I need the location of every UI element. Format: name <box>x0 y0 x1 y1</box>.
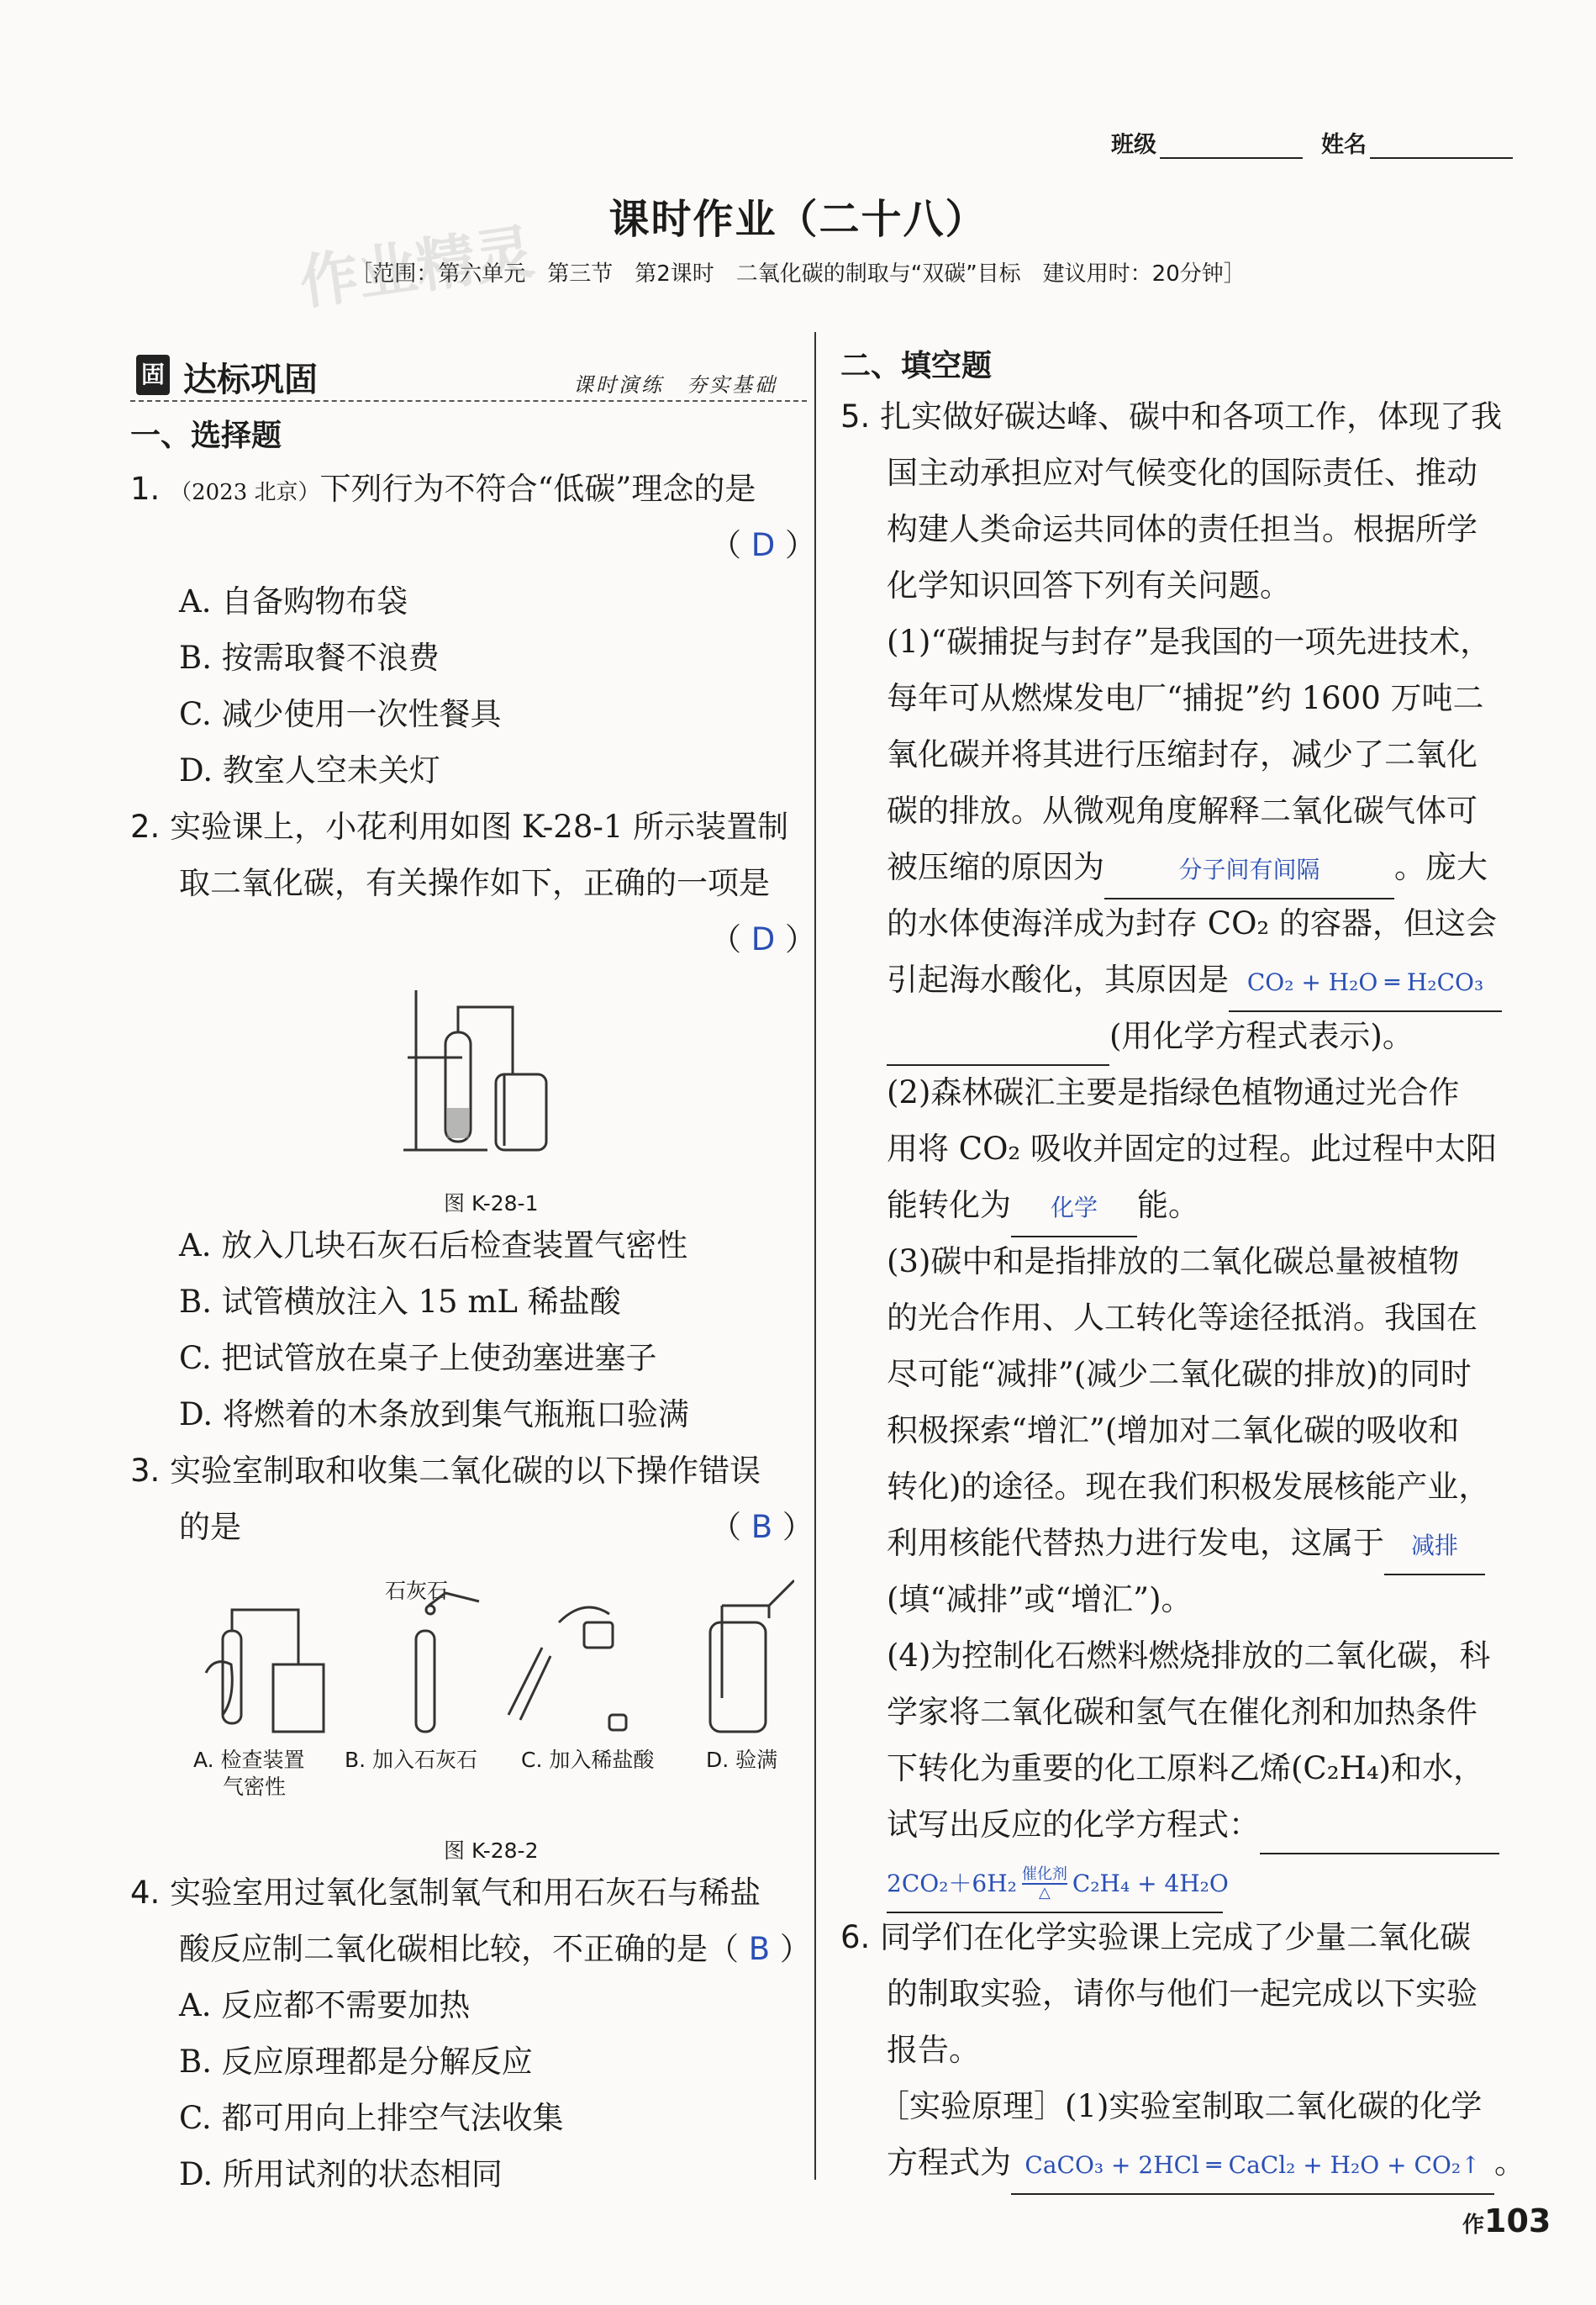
q3-label-a-2: 气密性 <box>223 1775 287 1799</box>
q6-stem-2: 的制取实验，请你与他们一起完成以下实验 <box>887 1975 1477 2012</box>
part1-title: 一、选择题 <box>130 419 282 453</box>
q5-p3-5: 转化)的途径。现在我们积极发展核能产业， <box>887 1469 1490 1505</box>
page-number <box>1462 2202 1551 2239</box>
q5-p3-7: (填“减排”或“增汇”)。 <box>887 1581 1193 1617</box>
name-label: 姓名 <box>1321 132 1367 158</box>
q5-p3-4: 积极探索“增汇”(增加对二氧化碳的吸收和 <box>887 1412 1460 1448</box>
q1-option-d: D. 教室人空未关灯 <box>179 752 440 789</box>
page-number-value: 103 <box>1484 2202 1551 2239</box>
q4-option-b: B. 反应原理都是分解反应 <box>179 2044 533 2080</box>
q5-p1-l4: (用化学方程式表示)。 <box>1109 1018 1414 1054</box>
q5-answer-2: CO₂ + H₂O ═ H₂CO₃ <box>1246 968 1484 996</box>
class-label: 班级 <box>1111 132 1156 158</box>
q5-p4-5 <box>887 1853 1229 1913</box>
q6-pre: 方程式为 <box>887 2144 1011 2181</box>
q5-p3-3: 尽可能“减排”(减少二氧化碳的排放)的同时 <box>887 1356 1472 1392</box>
q2-option-d: D. 将燃着的木条放到集气瓶瓶口验满 <box>179 1396 689 1432</box>
q5-p1-5 <box>887 839 1488 899</box>
q5-p4-pre: 试写出反应的化学方程式： <box>887 1807 1260 1843</box>
q4-stem-2: 酸反应制二氧化碳相比较，不正确的是（ B ） <box>179 1931 811 1967</box>
q3-text-1: 实验室制取和收集二氧化碳的以下操作错误 <box>170 1453 761 1489</box>
q4-option-d: D. 所用试剂的状态相同 <box>179 2156 503 2192</box>
q2-figure-caption: 图 K-28-1 <box>444 1191 539 1216</box>
q2-number: 2. <box>130 809 161 845</box>
q5-p1-l3-pre: 引起海水酸化，其原因是 <box>887 962 1229 998</box>
q5-p3-2: 的光合作用、人工转化等途径抵消。我国在 <box>887 1300 1477 1336</box>
q5-condition-bottom: △ <box>1038 1883 1051 1901</box>
q3-label-c: C. 加入稀盐酸 <box>521 1748 655 1772</box>
q4-option-a: A. 反应都不需要加热 <box>179 1987 471 2023</box>
q5-p2-post: 能。 <box>1137 1187 1199 1223</box>
q5-blank-3[interactable] <box>1011 1177 1137 1237</box>
q5-p4-3: 下转化为重要的化工原料乙烯(C₂H₄)和水， <box>887 1750 1485 1786</box>
q5-p1-2: 每年可从燃煤发电厂“捕捉”约 1600 万吨二 <box>887 680 1484 716</box>
figure-k28-2 <box>189 1572 794 1740</box>
q5-answer-3: 化学 <box>1050 1194 1098 1221</box>
class-blank <box>1160 137 1303 159</box>
q1-text: 下列行为不符合“低碳”理念的是 <box>319 471 756 507</box>
q2-answer: D <box>751 921 776 957</box>
q3-number: 3. <box>130 1453 161 1489</box>
q5-condition-top: 催化剂 <box>1021 1865 1067 1883</box>
q6-number: 6. <box>840 1919 871 1955</box>
q3-figure-caption: 图 K-28-2 <box>444 1838 539 1863</box>
q5-intro-2: 国主动承担应对气候变化的国际责任、推动 <box>887 455 1477 491</box>
q3-answer-box: （ B ） <box>710 1509 814 1545</box>
q5-p3-6 <box>887 1515 1485 1575</box>
page-prefix: 作 <box>1462 2213 1485 2238</box>
q2-text-1: 实验课上，小花利用如图 K-28-1 所示装置制 <box>170 809 789 845</box>
q5-p1-1: (1)“碳捕捉与封存”是我国的一项先进技术， <box>887 624 1492 660</box>
class-field <box>1111 126 1303 159</box>
q3-label-d: D. 验满 <box>706 1748 778 1772</box>
q5-p2-pre: 能转化为 <box>887 1187 1011 1223</box>
q6-principle: ［实验原理］(1)实验室制取二氧化碳的化学 <box>878 2088 1483 2124</box>
q3-answer: B <box>751 1509 773 1545</box>
q5-p2-3 <box>887 1177 1199 1237</box>
q5-p1-7 <box>887 952 1502 1012</box>
q1-stem <box>130 461 756 521</box>
q3-stem-1 <box>130 1443 761 1499</box>
scope-line: ［范围：第六单元 第三节 第2课时 二氧化碳的制取与“双碳”目标 建议用时：20分钟］ <box>350 261 1246 287</box>
q1-option-a: A. 自备购物布袋 <box>179 583 408 620</box>
q5-intro-1 <box>840 388 1502 445</box>
watermark: 作业精灵 <box>295 216 539 319</box>
q2-option-a: A. 放入几块石灰石后检查装置气密性 <box>179 1227 688 1263</box>
q5-p1-4: 碳的排放。从微观角度解释二氧化碳气体可 <box>887 793 1477 829</box>
q2-option-b: B. 试管横放注入 15 mL 稀盐酸 <box>179 1284 621 1320</box>
q5-blank-4[interactable] <box>1384 1515 1485 1575</box>
q1-option-c: C. 减少使用一次性餐具 <box>179 696 502 732</box>
q5-p2-2: 用将 CO₂ 吸收并固定的过程。此过程中太阳 <box>887 1131 1497 1167</box>
q1-source: （2023 北京） <box>170 480 320 505</box>
column-divider <box>814 332 816 2180</box>
q6-blank[interactable] <box>1011 2134 1494 2195</box>
q3-label-a: A. 检查装置 <box>193 1748 305 1772</box>
q1-answer: D <box>751 527 776 563</box>
q5-blank-5-start <box>1260 1796 1499 1854</box>
q2-option-c: C. 把试管放在桌子上使劲塞进塞子 <box>179 1340 657 1376</box>
q5-answer-1: 分子间有间隔 <box>1178 856 1320 883</box>
q4-stem-1 <box>130 1865 761 1921</box>
q5-answer-5-right: C₂H₄ + 4H₂O <box>1072 1870 1229 1897</box>
q5-p1-3: 氧化碳并将其进行压缩封存，减少了二氧化 <box>887 736 1477 773</box>
q5-intro-4: 化学知识回答下列有关问题。 <box>887 567 1291 604</box>
q5-blank-2-cont <box>887 1008 1109 1066</box>
q5-p4-2: 学家将二氧化碳和氢气在催化剂和加热条件 <box>887 1694 1477 1730</box>
q4-answer: B <box>748 1931 771 1967</box>
q2-stem-2: 取二氧化碳，有关操作如下，正确的一项是 <box>179 865 770 901</box>
q5-p1-8 <box>887 1008 1414 1066</box>
q5-p1-pre: 被压缩的原因为 <box>887 849 1104 885</box>
q4-text-1: 实验室用过氧化氢制氧气和用石灰石与稀盐 <box>170 1875 761 1911</box>
q3-stem-2: 的是 <box>179 1509 241 1545</box>
q5-blank-2[interactable] <box>1229 952 1502 1012</box>
section-title: 达标巩固 <box>183 361 318 399</box>
q1-option-b: B. 按需取餐不浪费 <box>179 640 440 676</box>
section-badge: 固 <box>136 355 170 395</box>
q2-answer-box: （ D ） <box>710 921 817 957</box>
q5-condition <box>1022 1866 1067 1901</box>
section-underline <box>130 400 807 402</box>
part2-title: 二、填空题 <box>840 349 993 383</box>
q6-stem-3: 报告。 <box>887 2032 980 2068</box>
q1-answer-box: （ D ） <box>710 527 817 563</box>
q5-answer-5-left: 2CO₂＋6H₂ <box>887 1870 1017 1897</box>
q1-number: 1. <box>130 471 161 507</box>
name-field <box>1321 126 1513 159</box>
q6-stem-1 <box>840 1909 1471 1965</box>
q5-p1-post: 。庞大 <box>1394 849 1488 885</box>
q5-p4-4 <box>887 1796 1499 1854</box>
q5-answer-4: 减排 <box>1410 1532 1458 1559</box>
q2-stem-1 <box>130 799 788 855</box>
q5-p1-6: 的水体使海洋成为封存 CO₂ 的容器，但这会 <box>887 905 1497 942</box>
q5-intro-text-1: 扎实做好碳达峰、碳中和各项工作，体现了我 <box>880 398 1503 435</box>
name-blank <box>1370 137 1513 159</box>
q5-p3-1: (3)碳中和是指排放的二氧化碳总量被植物 <box>887 1243 1460 1279</box>
q5-number: 5. <box>840 398 871 435</box>
q5-p2-1: (2)森林碳汇主要是指绿色植物通过光合作 <box>887 1074 1460 1110</box>
q6-text-1: 同学们在化学实验课上完成了少量二氧化碳 <box>880 1919 1472 1955</box>
q5-blank-1[interactable] <box>1104 839 1394 899</box>
q6-answer: CaCO₃ + 2HCl ═ CaCl₂ + H₂O + CO₂↑ <box>1024 2151 1481 2179</box>
q4-number: 4. <box>130 1875 161 1911</box>
q6-equation-line <box>887 2134 1525 2195</box>
q5-intro-3: 构建人类命运共同体的责任担当。根据所学 <box>887 511 1477 547</box>
q5-p4-1: (4)为控制化石燃料燃烧排放的二氧化碳，科 <box>887 1638 1491 1674</box>
page-title: 课时作业（二十八） <box>608 196 988 243</box>
section-motto: 课时演练 夯实基础 <box>573 373 777 397</box>
figure-k28-1 <box>395 982 597 1158</box>
q3-limestone-label: 石灰石 <box>385 1579 449 1603</box>
q4-text-2: 酸反应制二氧化碳相比较，不正确的是 <box>179 1931 708 1967</box>
q5-p3-pre: 利用核能代替热力进行发电，这属于 <box>887 1525 1384 1561</box>
q4-option-c: C. 都可用向上排空气法收集 <box>179 2100 564 2136</box>
q3-label-b: B. 加入石灰石 <box>345 1748 478 1772</box>
q5-blank-5[interactable] <box>887 1853 1229 1913</box>
q6-post: 。 <box>1494 2144 1525 2181</box>
